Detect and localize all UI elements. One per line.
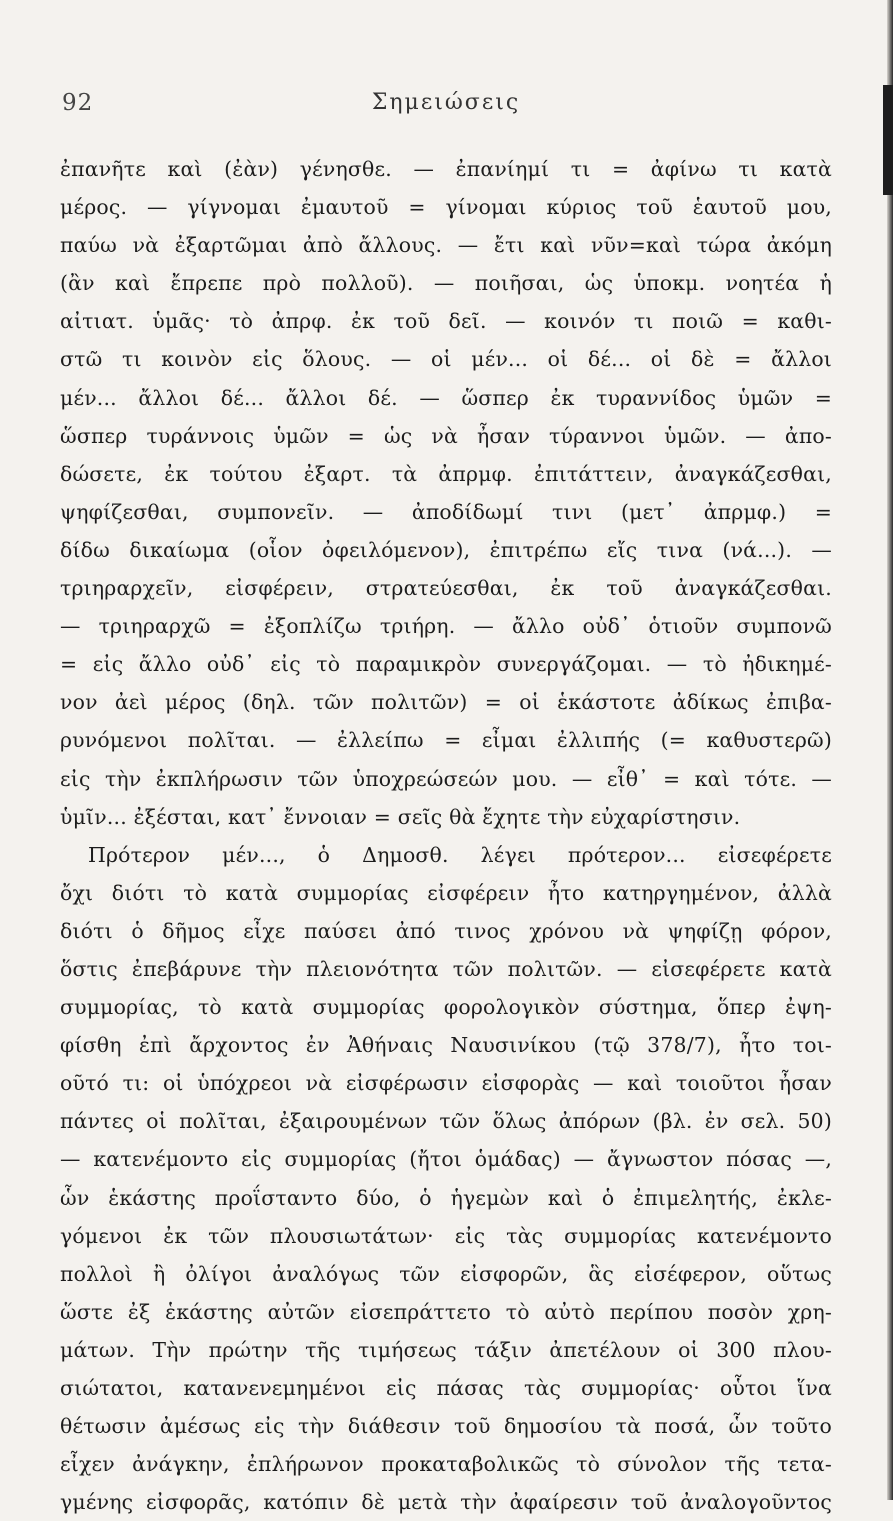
text-line: οῦτό τι: οἱ ὑπόχρεοι νὰ εἰσφέρωσιν εἰσφορὰς — καὶ τοιοῦτοι ἦσαν bbox=[60, 1071, 832, 1096]
text-line: στῶ τι κοινὸν εἰς ὅλους. — οἱ μέν... οἱ δέ... οἱ δὲ = ἄλλοι bbox=[60, 347, 832, 372]
text-line: ὥστε ἐξ ἑκάστης αὐτῶν εἰσεπράττετο τὸ αὐτὸ περίπου ποσὸν χρη- bbox=[60, 1299, 832, 1324]
text-line: μέν... ἄλλοι δέ... ἄλλοι δέ. — ὥσπερ ἐκ τυραννίδος ὑμῶν = bbox=[60, 385, 832, 410]
page-header bbox=[60, 84, 832, 124]
page-edge-tab bbox=[883, 85, 893, 195]
text-line: εἰς τὴν ἐκπλήρωσιν τῶν ὑποχρεώσεών μου. — εἶθ᾽ = καὶ τότε. — bbox=[60, 766, 832, 791]
text-line: παύω νὰ ἐξαρτῶμαι ἀπὸ ἄλλους. — ἔτι καὶ νῦν=καὶ τώρα ἀκόμη bbox=[60, 233, 832, 258]
text-line: Πρότερον μέν..., ὁ Δημοσθ. λέγει πρότερον... εἰσεφέρετε bbox=[88, 842, 832, 867]
text-line: ὅστις ἐπεβάρυνε τὴν πλειονότητα τῶν πολιτῶν. — εἰσεφέρετε κατὰ bbox=[60, 956, 832, 981]
text-line: πάντες οἱ πολῖται, ἐξαιρουμένων τῶν ὅλως ἀπόρων (βλ. ἐν σελ. 50) bbox=[60, 1109, 832, 1134]
text-line: δίδω δικαίωμα (οἷον ὀφειλόμενον), ἐπιτρέπω εἴς τινα (νά...). — bbox=[60, 537, 832, 562]
text-line: ρυνόμενοι πολῖται. — ἐλλείπω = εἶμαι ἐλλιπής (= καθυστερῶ) bbox=[60, 728, 832, 753]
text-line: εἶχεν ἀνάγκην, ἐπλήρωνον προκαταβολικῶς τὸ σύνολον τῆς τετα- bbox=[60, 1452, 832, 1477]
text-line: θέτωσιν ἀμέσως εἰς τὴν διάθεσιν τοῦ δημοσίου τὰ ποσά, ὧν τοῦτο bbox=[60, 1414, 832, 1439]
text-line: (ἂν καὶ ἔπρεπε πρὸ πολλοῦ). — ποιῆσαι, ὡς ὑποκμ. νοητέα ἡ bbox=[60, 271, 832, 296]
text-line: = εἰς ἄλλο οὐδ᾽ εἰς τὸ παραμικρὸν συνεργάζομαι. — τὸ ἠδικημέ- bbox=[60, 652, 832, 677]
text-line: φίσθη ἐπὶ ἄρχοντος ἐν Ἀθήναις Ναυσινίκου (τῷ 378/7), ἦτο τοι- bbox=[60, 1033, 832, 1058]
text-line: ψηφίζεσθαι, συμπονεῖν. — ἀποδίδωμί τινι (μετ᾽ ἀπρμφ.) = bbox=[60, 499, 832, 524]
text-line: ὥσπερ τυράννοις ὑμῶν = ὡς νὰ ἦσαν τύραννοι ὑμῶν. — ἀπο- bbox=[60, 423, 832, 448]
text-line: σιώτατοι, κατανενεμημένοι εἰς πάσας τὰς συμμορίας· οὗτοι ἵνα bbox=[60, 1376, 832, 1400]
text-line: δώσετε, ἐκ τούτου ἐξαρτ. τὰ ἀπρμφ. ἐπιτάττειν, ἀναγκάζεσθαι, bbox=[60, 461, 832, 486]
text-line: πολλοὶ ἢ ὀλίγοι ἀναλόγως τῶν εἰσφορῶν, ἃς εἰσέφερον, οὕτως bbox=[60, 1261, 832, 1286]
notes-body bbox=[60, 150, 832, 1521]
text-line: ὑμῖν... ἐξέσται, κατ᾽ ἔννοιαν = σεῖς θὰ ἔχητε τὴν εὐχαρίστησιν. bbox=[60, 804, 741, 829]
text-line: — τριηραρχῶ = ἐξοπλίζω τριήρη. — ἄλλο οὐδ᾽ ὁτιοῦν συμπονῶ bbox=[60, 614, 832, 639]
page-edge-shadow bbox=[887, 0, 893, 1500]
running-title: Σημειώσεις bbox=[371, 90, 521, 115]
text-line: τριηραρχεῖν, εἰσφέρειν, στρατεύεσθαι, ἐκ τοῦ ἀναγκάζεσθαι. bbox=[60, 576, 832, 601]
text-line: ὧν ἑκάστης προΐσταντο δύο, ὁ ἡγεμὼν καὶ ὁ ἐπιμελητής, ἐκλε- bbox=[60, 1185, 832, 1210]
text-line: ἐπανῆτε καὶ (ἐὰν) γένησθε. — ἐπανίημί τι = ἀφίνω τι κατὰ bbox=[60, 157, 832, 181]
text-line: νον ἀεὶ μέρος (δηλ. τῶν πολιτῶν) = οἱ ἑκάστοτε ἀδίκως ἐπιβα- bbox=[60, 690, 832, 715]
text-line: αἰτιατ. ὑμᾶς· τὸ ἀπρφ. ἐκ τοῦ δεῖ. — κοινόν τι ποιῶ = καθι- bbox=[60, 309, 832, 334]
text-line: μέρος. — γίγνομαι ἐμαυτοῦ = γίνομαι κύριος τοῦ ἑαυτοῦ μου, bbox=[60, 195, 832, 220]
text-line: ὄχι διότι τὸ κατὰ συμμορίας εἰσφέρειν ἦτο κατηργημένον, ἀλλὰ bbox=[60, 880, 832, 905]
text-line: — κατενέμοντο εἰς συμμορίας (ἤτοι ὁμάδας) — ἄγνωστον πόσας —, bbox=[60, 1147, 832, 1172]
page-number: 92 bbox=[62, 90, 94, 116]
text-line: συμμορίας, τὸ κατὰ συμμορίας φορολογικὸν σύστημα, ὅπερ ἐψη- bbox=[60, 995, 832, 1020]
text-line: γόμενοι ἐκ τῶν πλουσιωτάτων· εἰς τὰς συμμορίας κατενέμοντο bbox=[60, 1223, 832, 1248]
text-line: διότι ὁ δῆμος εἶχε παύσει ἀπό τινος χρόνου νὰ ψηφίζῃ φόρον, bbox=[60, 918, 832, 943]
text-line: γμένης εἰσφορᾶς, κατόπιν δὲ μετὰ τὴν ἀφαίρεσιν τοῦ ἀναλογοῦντος bbox=[60, 1490, 832, 1515]
text-line: μάτων. Τὴν πρώτην τῆς τιμήσεως τάξιν ἀπετέλουν οἱ 300 πλου- bbox=[60, 1337, 832, 1362]
